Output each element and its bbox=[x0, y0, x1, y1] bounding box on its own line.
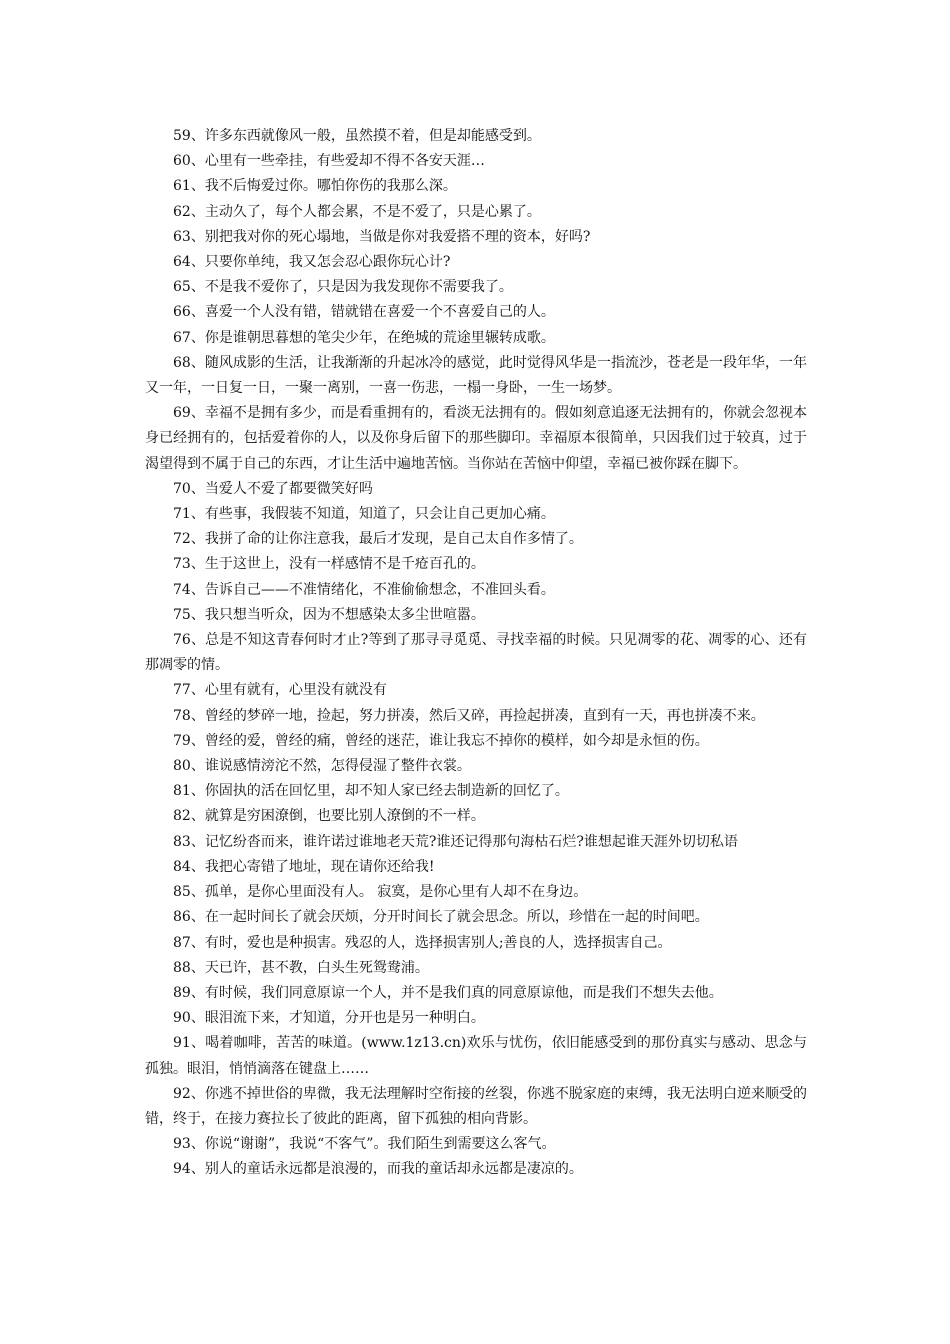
paragraph-77: 77、心里有就有，心里没有就没有 bbox=[173, 682, 387, 699]
paragraph-79: 79、曾经的爱，曾经的痛，曾经的迷茫，谁让我忘不掉你的模样，如今却是永恒的伤。 bbox=[173, 732, 709, 749]
paragraph-62: 62、主动久了，每个人都会累，不是不爱了，只是心累了。 bbox=[173, 203, 541, 220]
paragraph-91: 91、喝着咖啡，苦苦的味道。(www.1z13.cn)欢乐与忧伤，依旧能感受到的那份真实与感动、思念与孤独。眼泪，悄悄滴落在键盘上…… bbox=[145, 1035, 807, 1077]
paragraph-61: 61、我不后悔爱过你。哪怕你伤的我那么深。 bbox=[173, 178, 457, 195]
paragraph-81: 81、你固执的活在回忆里，却不知人家已经去制造新的回忆了。 bbox=[173, 783, 569, 800]
paragraph-83: 83、记忆纷沓而来，谁许诺过谁地老天荒?谁还记得那句海枯石烂?谁想起谁天涯外切切私语 bbox=[173, 833, 738, 850]
paragraph-82: 82、就算是穷困潦倒，也要比别人潦倒的不一样。 bbox=[173, 808, 485, 825]
paragraph-67: 67、你是谁朝思暮想的笔尖少年，在绝城的荒途里辗转成歌。 bbox=[173, 329, 555, 346]
paragraph-92: 92、你逃不掉世俗的卑微，我无法理解时空衔接的丝裂，你逃不脱家庭的束缚，我无法明白逆来顺受的错，终于，在接力赛拉长了彼此的距离，留下孤独的相向背影。 bbox=[145, 1085, 807, 1127]
paragraph-59: 59、许多东西就像风一般，虽然摸不着，但是却能感受到。 bbox=[173, 128, 541, 144]
paragraph-80: 80、谁说感情滂沱不然，怎得侵湿了整件衣裳。 bbox=[173, 758, 471, 775]
paragraph-78: 78、曾经的梦碎一地，捡起，努力拼凑，然后又碎，再捡起拼凑，直到有一天，再也拼凑不来。 bbox=[173, 707, 765, 724]
paragraph-86: 86、在一起时间长了就会厌烦，分开时间长了就会思念。所以，珍惜在一起的时间吧。 bbox=[173, 909, 709, 926]
paragraph-84: 84、我把心寄错了地址，现在请你还给我! bbox=[173, 858, 435, 875]
paragraph-63: 63、别把我对你的死心塌地，当做是你对我爱搭不理的资本，好吗? bbox=[173, 228, 591, 245]
paragraph-64: 64、只要你单纯，我又怎会忍心跟你玩心计? bbox=[173, 254, 451, 271]
paragraph-71: 71、有些事，我假装不知道，知道了，只会让自己更加心痛。 bbox=[173, 506, 555, 523]
paragraph-68: 68、随风成影的生活，让我渐渐的升起冰冷的感觉，此时觉得风华是一指流沙，苍老是一段年华，一年又一年，一日复一日，一聚一离别，一喜一伤悲，一榻一身卧，一生一场梦。 bbox=[145, 354, 807, 397]
paragraph-76: 76、总是不知这青春何时才止?等到了那寻寻觅觅、寻找幸福的时候。只见凋零的花、凋零的心、还有那凋零的情。 bbox=[145, 632, 807, 674]
paragraph-90: 90、眼泪流下来，才知道，分开也是另一种明白。 bbox=[173, 1010, 485, 1027]
paragraph-66: 66、喜爱一个人没有错，错就错在喜爱一个不喜爱自己的人。 bbox=[173, 304, 555, 321]
paragraph-74: 74、告诉自己——不准情绪化，不准偷偷想念，不准回头看。 bbox=[173, 581, 555, 598]
paragraph-60: 60、心里有一些牵挂，有些爱却不得不各安天涯… bbox=[173, 153, 485, 170]
paragraph-70: 70、当爱人不爱了都要微笑好吗 bbox=[173, 480, 373, 497]
paragraph-94: 94、别人的童话永远都是浪漫的，而我的童话却永远都是凄凉的。 bbox=[173, 1161, 583, 1178]
paragraph-75: 75、我只想当听众，因为不想感染太多尘世喧嚣。 bbox=[173, 606, 485, 623]
paragraph-72: 72、我拼了命的让你注意我，最后才发现，是自己太自作多情了。 bbox=[173, 531, 583, 548]
document-body bbox=[145, 124, 807, 1183]
paragraph-87: 87、有时，爱也是种损害。残忍的人，选择损害别人;善良的人，选择损害自己。 bbox=[173, 934, 672, 951]
paragraph-73: 73、生于这世上，没有一样感情不是千疮百孔的。 bbox=[173, 556, 485, 573]
paragraph-88: 88、天已许，甚不教，白头生死鸳鸯浦。 bbox=[173, 959, 429, 976]
paragraph-65: 65、不是我不爱你了，只是因为我发现你不需要我了。 bbox=[173, 279, 513, 296]
paragraph-85: 85、孤单，是你心里面没有人。 寂寞，是你心里有人却不在身边。 bbox=[173, 884, 588, 901]
paragraph-93: 93、你说“谢谢”，我说“不客气”。我们陌生到需要这么客气。 bbox=[173, 1136, 556, 1153]
paragraph-89: 89、有时候，我们同意原谅一个人，并不是我们真的同意原谅他，而是我们不想失去他。 bbox=[173, 984, 723, 1001]
paragraph-69: 69、幸福不是拥有多少，而是看重拥有的，看淡无法拥有的。假如刻意追逐无法拥有的，你就会忽视本身已经拥有的，包括爱着你的人，以及你身后留下的那些脚印。幸福原本很简单，只因我们过于较真，过于渴望得到不属于自己的东西，才让生活中遍地苦恼。当你站在苦恼中仰望，幸福已被你踩在脚下。 bbox=[145, 405, 807, 472]
